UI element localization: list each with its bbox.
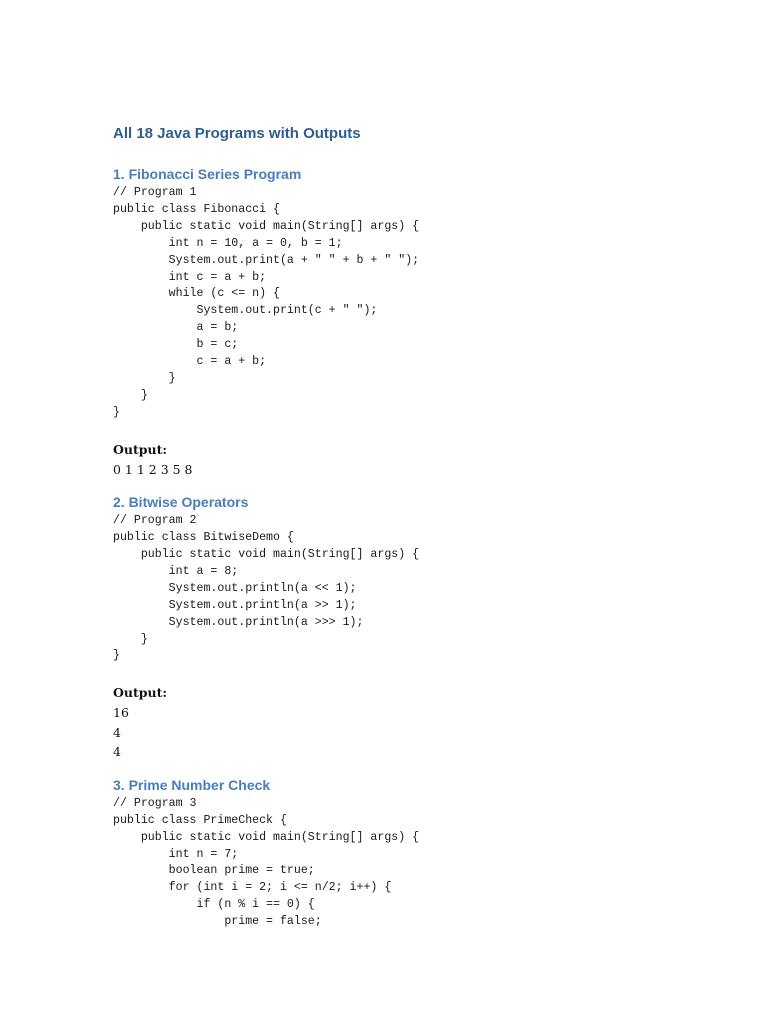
document-page <box>113 122 733 931</box>
section-prime-check <box>113 774 733 931</box>
output-label: Output: <box>113 441 167 457</box>
output-line: 4 <box>113 724 121 740</box>
code-block: // Program 3 public class PrimeCheck { public static void main(String[] args) { int n = 7; boolean prime = true; for (int i = 2; i <= n/2; i++) { if (n % i == 0) { prime = false; <box>113 796 420 929</box>
section-fibonacci <box>113 163 733 479</box>
output-block <box>113 683 733 762</box>
section-heading: 3. Prime Number Check <box>113 776 271 793</box>
section-bitwise <box>113 491 733 762</box>
output-block <box>113 440 733 480</box>
code-block: // Program 1 public class Fibonacci { public static void main(String[] args) { int n = 10, a = 0, b = 1; System.out.print(a + " " + b + " "); int c = a + b; while (c <= n) { System.out.print(c + " "); a = b; b = c; c = a + b; } } } <box>113 186 420 419</box>
section-heading: 2. Bitwise Operators <box>113 494 249 511</box>
document-title: All 18 Java Programs with Outputs <box>113 125 361 142</box>
output-line: 4 <box>113 744 121 760</box>
output-line: 16 <box>113 705 129 721</box>
output-line: 0 1 1 2 3 5 8 <box>113 461 193 477</box>
section-heading: 1. Fibonacci Series Program <box>113 166 302 182</box>
output-label: Output: <box>113 685 167 701</box>
code-block: // Program 2 public class BitwiseDemo { public static void main(String[] args) { int a = 8; System.out.println(a << 1); System.out.println(a >> 1); System.out.println(a >>> 1); } } <box>113 514 420 663</box>
